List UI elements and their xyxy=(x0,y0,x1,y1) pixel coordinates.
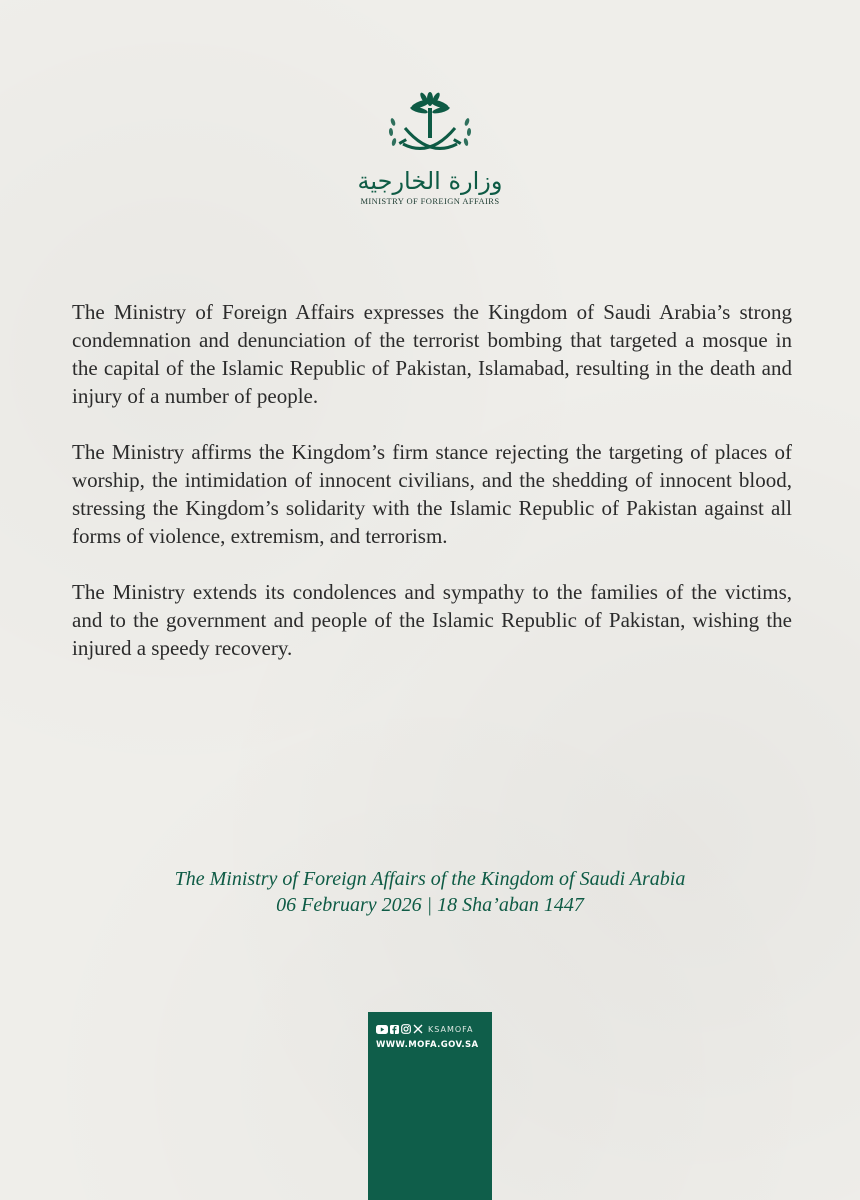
youtube-icon[interactable] xyxy=(376,1025,388,1034)
statement-paragraph-2: The Ministry affirms the Kingdom’s firm stance rejecting the targeting of places of worship, the intimidation of innocent civilians, and the shedding of innocent blood, stressing the Kingdom’s solidarity with the Islamic Republic of Pakistan against all forms of violence, extremism, and terrorism. xyxy=(72,440,792,548)
facebook-icon[interactable] xyxy=(390,1025,399,1034)
instagram-icon[interactable] xyxy=(401,1024,411,1034)
ministry-arabic-name: وزارة الخارجية xyxy=(357,167,503,195)
statement-paragraph-1: The Ministry of Foreign Affairs expresses the Kingdom of Saudi Arabia’s strong condemnation and denunciation of the terrorist bombing that targeted a mosque in the capital of the Islamic Republic of Pakistan, Islamabad, resulting in the death and injury of a number of people. xyxy=(72,300,792,408)
signature-line-ministry: The Ministry of Foreign Affairs of the Kingdom of Saudi Arabia xyxy=(174,868,686,890)
ministry-header xyxy=(350,92,510,206)
signature-line-date: 06 February 2026 | 18 Sha’aban 1447 xyxy=(276,894,584,916)
ministry-english-name: MINISTRY OF FOREIGN AFFAIRS xyxy=(360,196,500,206)
signature-block xyxy=(80,866,780,918)
x-icon[interactable] xyxy=(413,1024,423,1034)
social-icons-row xyxy=(376,1023,473,1035)
statement-paragraph-3: The Ministry extends its condolences and sympathy to the families of the victims, and to the government and people of the Islamic Republic of Pakistan, wishing the injured a speedy recovery. xyxy=(72,580,792,660)
saudi-emblem-icon xyxy=(385,92,475,164)
social-handle[interactable]: KSAMOFA xyxy=(428,1024,474,1034)
footer-contact-block xyxy=(368,1012,492,1200)
statement-body xyxy=(72,298,792,690)
website-link[interactable]: WWW.MOFA.GOV.SA xyxy=(376,1040,479,1050)
